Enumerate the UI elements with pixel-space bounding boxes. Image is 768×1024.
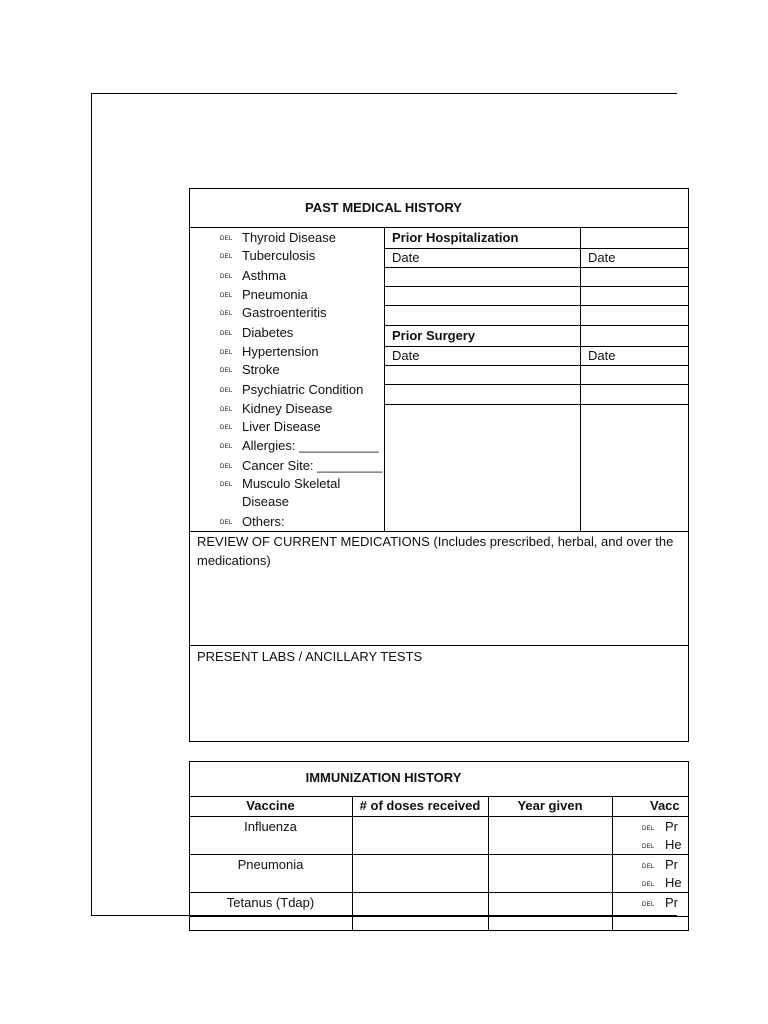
bullet-icon: DEL [220,388,233,394]
column-header: Year given [517,798,583,813]
date-label: Date [392,250,420,265]
medications-label-line2: medications) [197,553,271,568]
bullet-icon: DEL [220,520,233,526]
doses-cell[interactable] [353,817,487,854]
labs-section[interactable] [189,646,689,741]
vaccine-name: Tetanus (Tdap) [226,895,315,910]
prior-surgery-label: Prior Surgery [392,328,476,343]
bullet-icon: DEL [220,293,233,299]
column-header: Vacc [650,798,680,813]
medications-label: REVIEW OF CURRENT MEDICATIONS (Includes prescribed, herbal, and over the [197,534,674,549]
bullet-icon: DEL [220,274,233,280]
bullet-icon: DEL [220,464,233,470]
bullet-icon: DEL [642,902,655,908]
date-label: Date [588,348,616,363]
hospitalization-entry-row[interactable] [384,268,689,286]
vaccine-option[interactable]: He [665,837,682,852]
condition-checklist: DEL Thyroid Disease DEL Tuberculosis DEL Asthma DEL Pneumonia DEL Gastroenteritis DEL Diabetes DEL Hypertension DEL Stroke DEL Psychiatric Condition DEL Kidney Disease DEL Liver Disease DEL Allergies: ___________ DEL Cancer Site: _________ DEL Musculo Skeletal Disease DEL Others: [220,230,383,529]
bullet-icon: DEL [220,407,233,413]
doses-cell[interactable] [353,893,487,915]
immunization-row [189,893,689,916]
surgery-entry-row[interactable] [384,366,689,384]
immunization-row [189,817,689,854]
doses-cell[interactable] [353,855,487,892]
vaccine-name: Pneumonia [237,857,304,872]
year-cell[interactable] [489,817,611,854]
bullet-icon: DEL [642,882,655,888]
past-medical-history-title: PAST MEDICAL HISTORY [305,200,462,215]
bullet-icon: DEL [220,368,233,374]
vaccine-option[interactable]: He [665,875,682,890]
vaccine-name: Influenza [244,819,297,834]
bullet-icon: DEL [220,350,233,356]
hospitalization-entry-row[interactable] [384,287,689,305]
bullet-icon: DEL [220,311,233,317]
immunization-row [189,855,689,892]
bullet-icon: DEL [220,444,233,450]
column-header: # of doses received [359,798,481,813]
bullet-icon: DEL [220,425,233,431]
vaccine-option[interactable]: Pr [665,857,678,872]
bullet-icon: DEL [220,482,233,488]
bullet-icon: DEL [220,254,233,260]
labs-label: PRESENT LABS / ANCILLARY TESTS [197,649,423,664]
medications-section[interactable] [189,532,689,644]
bullet-icon: DEL [642,826,655,832]
hospitalization-entry-row[interactable] [384,306,689,325]
surgery-entry-row[interactable] [384,385,689,404]
year-cell[interactable] [489,855,611,892]
bullet-icon: DEL [220,331,233,337]
prior-hospitalization-label: Prior Hospitalization [392,230,519,245]
column-header: Vaccine [246,798,295,813]
date-label: Date [588,250,616,265]
year-cell[interactable] [489,893,611,915]
form-page [91,93,682,916]
vaccine-option[interactable]: Pr [665,895,678,910]
date-label: Date [392,348,420,363]
vaccine-option[interactable]: Pr [665,819,678,834]
immunization-history-title: IMMUNIZATION HISTORY [305,770,462,785]
bullet-icon: DEL [642,844,655,850]
surgery-entry-area[interactable] [384,405,689,531]
bullet-icon: DEL [220,236,233,242]
condition-item-continuation: Disease [242,494,289,509]
bullet-icon: DEL [642,864,655,870]
